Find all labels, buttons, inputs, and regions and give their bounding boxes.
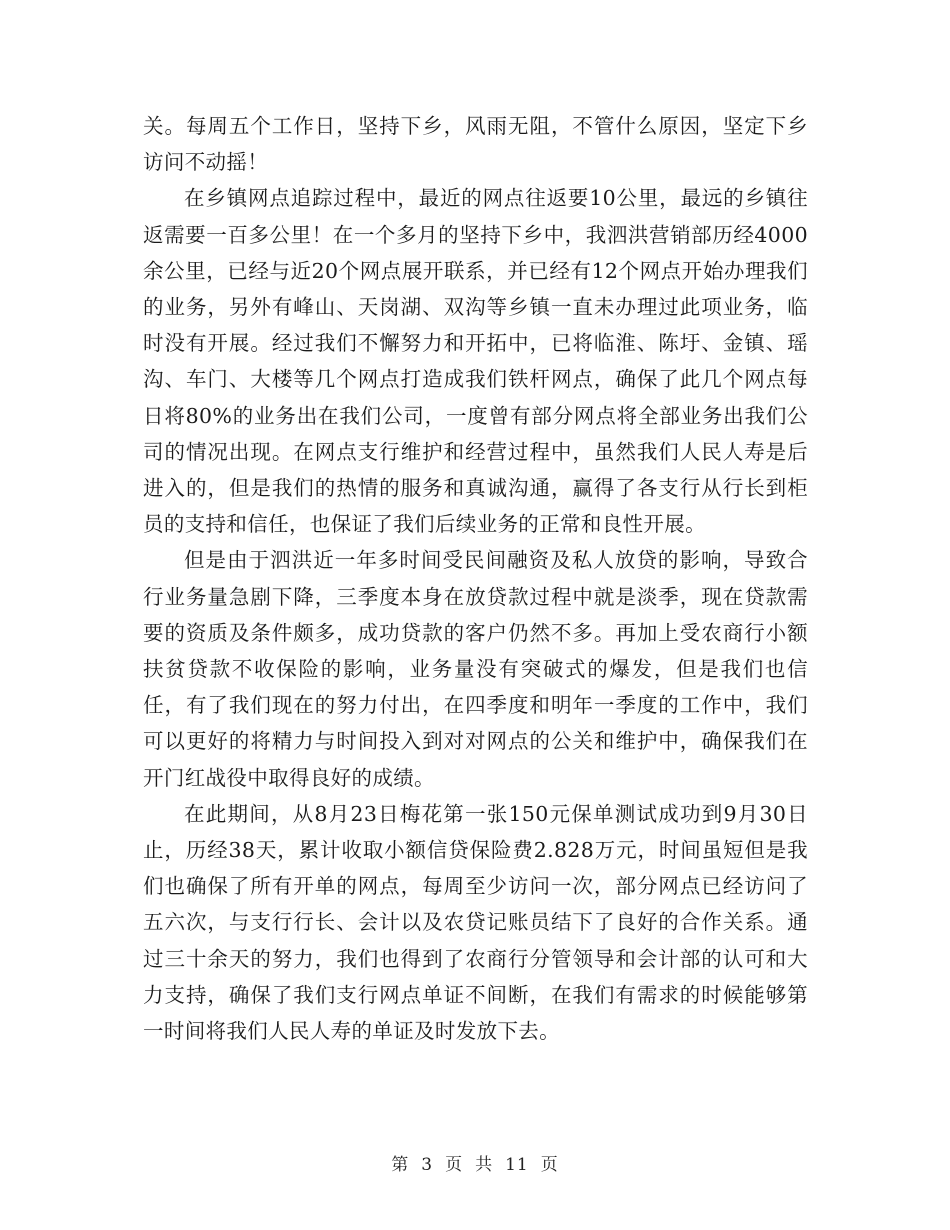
- page-footer: [0, 1150, 950, 1175]
- document-body: [143, 108, 808, 1049]
- paragraph: 在此期间，从8月23日梅花第一张150元保单测试成功到9月30日止，历经38天，累计收取小额信贷保险费2.828万元，时间虽短但是我们也确保了所有开单的网点，每周至少访问一次，部分网点已经访问了五六次，与支行行长、会计以及农贷记账员结下了良好的合作关系。通过三十余天的努力，我们也得到了农商行分管领导和会计部的认可和大力支持，确保了我们支行网点单证不间断，在我们有需求的时候能够第一时间将我们人民人寿的单证及时发放下去。: [143, 801, 808, 1044]
- paragraph: 在乡镇网点追踪过程中，最近的网点往返要10公里，最远的乡镇往返需要一百多公里！在一个多月的坚持下乡中，我泗洪营销部历经4000余公里，已经与近20个网点展开联系，并已经有12个网点开始办理我们的业务，另外有峰山、天岗湖、双沟等乡镇一直未办理过此项业务，临时没有开展。经过我们不懈努力和开拓中，已将临淮、陈圩、金镇、瑶沟、车门、大楼等几个网点打造成我们铁杆网点，确保了此几个网点每日将80%的业务出在我们公司，一度曾有部分网点将全部业务出我们公司的情况出现。在网点支行维护和经营过程中，虽然我们人民人寿是后进入的，但是我们的热情的服务和真诚沟通，赢得了各支行从行长到柜员的支持和信任，也保证了我们后续业务的正常和良性开展。: [143, 186, 808, 537]
- total-pages: 11: [505, 1155, 529, 1175]
- footer-label-ye: 页: [445, 1155, 464, 1175]
- paragraph: 但是由于泗洪近一年多时间受民间融资及私人放贷的影响，导致合行业务量急剧下降，三季度本身在放贷款过程中就是淡季，现在贷款需要的资质及条件颇多，成功贷款的客户仍然不多。再加上受农商行小额扶贫贷款不收保险的影响，业务量没有突破式的爆发，但是我们也信任，有了我们现在的努力付出，在四季度和明年一季度的工作中，我们可以更好的将精力与时间投入到对对网点的公关和维护中，确保我们在开门红战役中取得良好的成绩。: [143, 548, 808, 790]
- paragraph-continued: 关。每周五个工作日，坚持下乡，风雨无阻，不管什么原因，坚定下乡访问不动摇！: [143, 114, 808, 175]
- footer-label-gong: 共: [475, 1155, 494, 1175]
- footer-label-di: 第: [391, 1155, 410, 1175]
- page-number: 3: [421, 1155, 434, 1175]
- footer-label-ye2: 页: [540, 1155, 559, 1175]
